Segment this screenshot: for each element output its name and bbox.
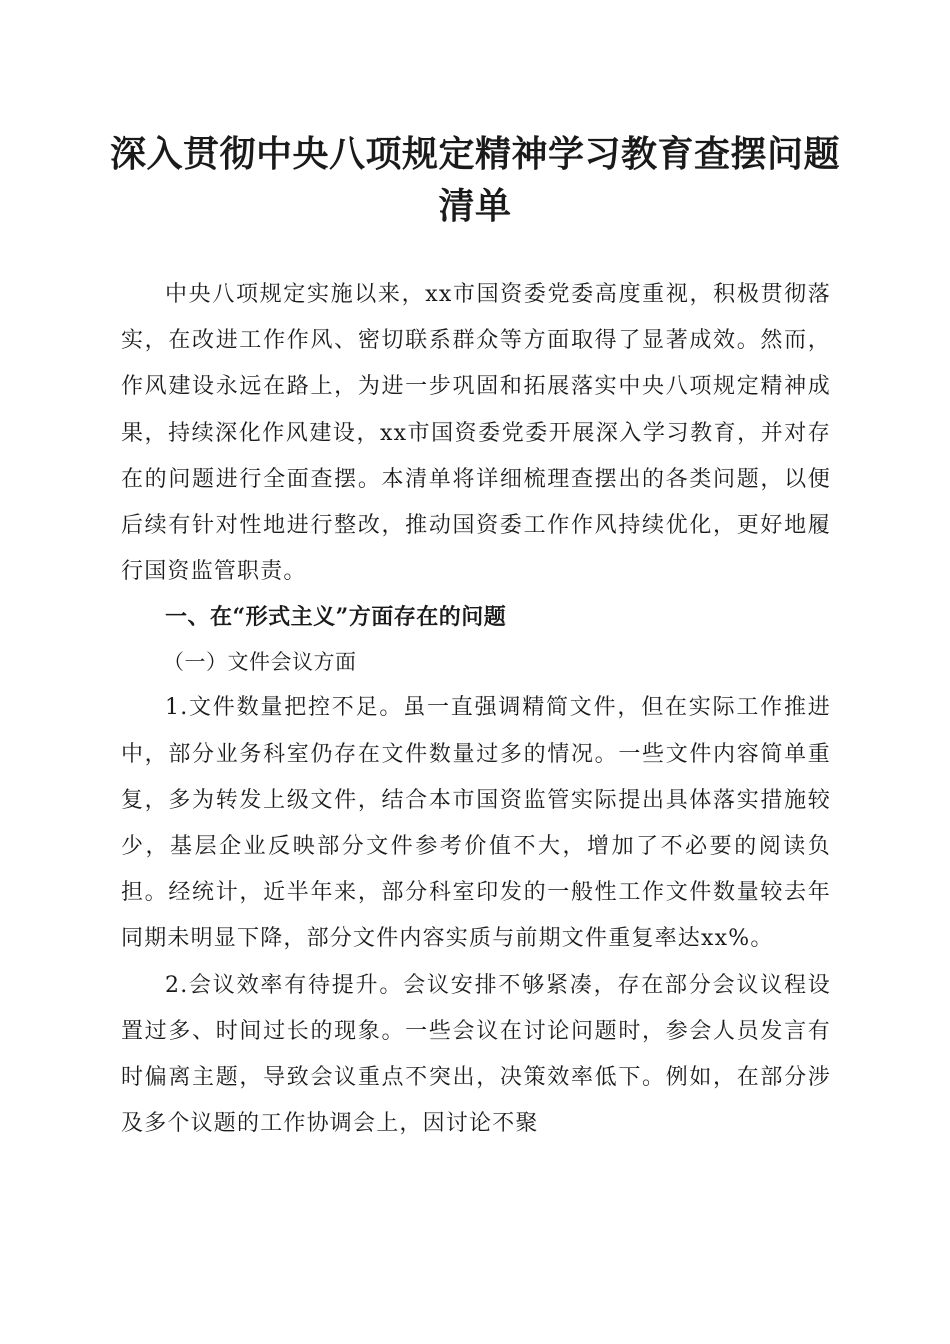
document-title — [110, 128, 840, 232]
section-heading-formalism: 一、在“形式主义”方面存在的问题 — [165, 604, 507, 631]
issue-item-1: 1.文件数量把控不足。虽一直强调精简文件，但在实际工作推进中，部分业务科室仍存在文件数量过多的情况。一些文件内容简单重复，多为转发上级文件，结合本市国资监管实际提出具体落实措施较少，基层企业反映部分文件参考价值不大，增加了不必要的阅读负担。经统计，近半年来，部分科室印发的一般性工作文件数量较去年同期未明显下降，部分文件内容实质与前期文件重复率达xx%。 — [121, 695, 831, 952]
title-line-1: 深入贯彻中央八项规定精神学习教育查摆问题 — [110, 133, 841, 175]
title-line-2: 清单 — [438, 185, 512, 227]
intro-paragraph: 中央八项规定实施以来，xx市国资委党委高度重视，积极贯彻落实，在改进工作作风、密切联系群众等方面取得了显著成效。然而，作风建设永远在路上，为进一步巩固和拓展落实中央八项规定精神成果，持续深化作风建设，xx市国资委党委开展深入学习教育，并对存在的问题进行全面查摆。本清单将详细梳理查摆出的各类问题，以便后续有针对性地进行整改，推动国资委工作作风持续优化，更好地履行国资监管职责。 — [121, 282, 831, 585]
issue-item-2: 2.会议效率有待提升。会议安排不够紧凑，存在部分会议议程设置过多、时间过长的现象。一些会议在讨论问题时，参会人员发言有时偏离主题，导致会议重点不突出，决策效率低下。例如，在部分涉及多个议题的工作协调会上，因讨论不聚 — [121, 972, 831, 1137]
document-body — [121, 272, 831, 1147]
subsection-heading-documents-meetings: （一）文件会议方面 — [163, 650, 357, 675]
